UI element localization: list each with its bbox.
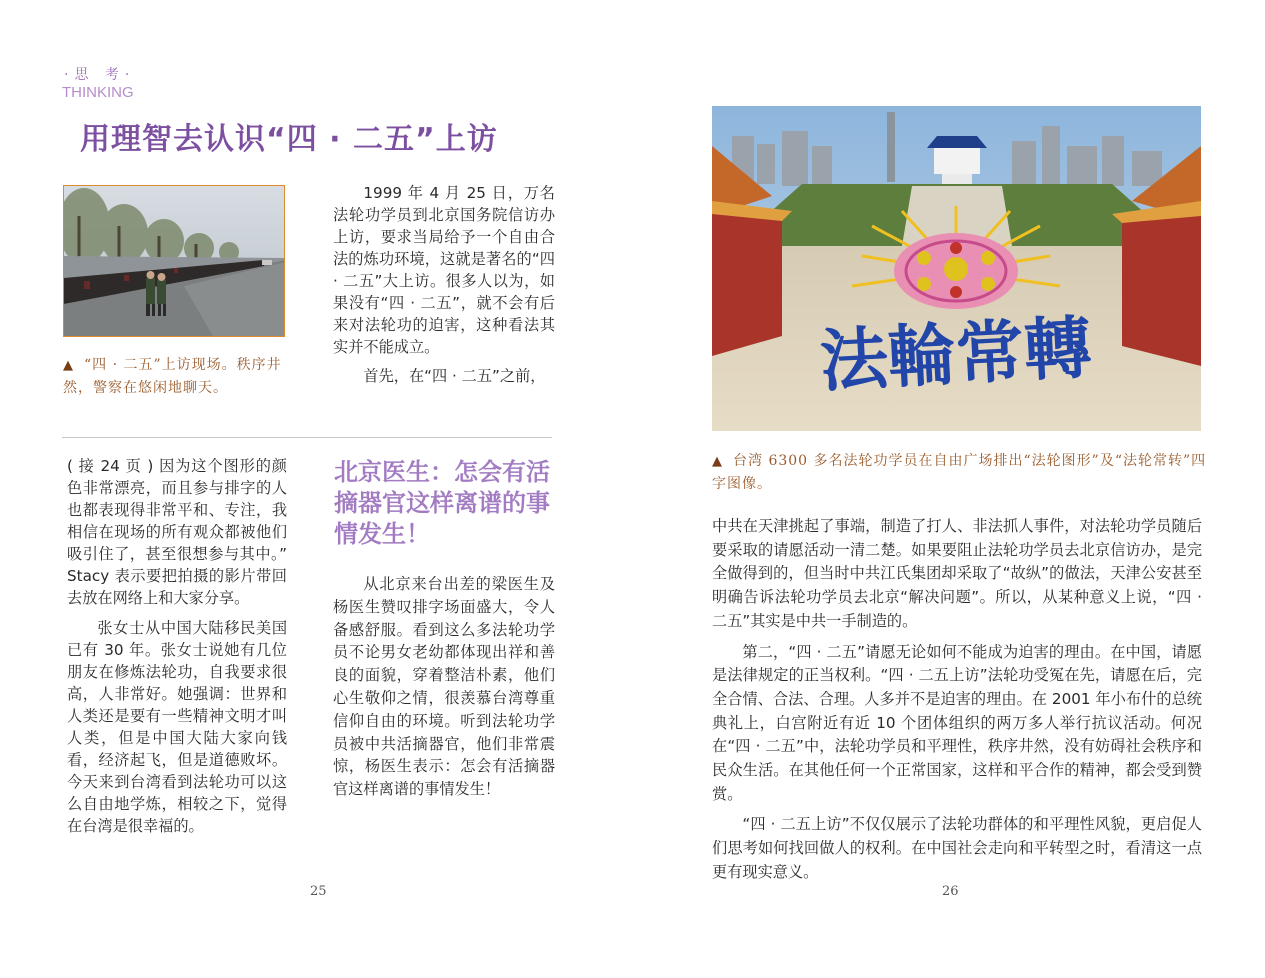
section-label-cn: ·思 考· (64, 67, 136, 83)
continued-paragraph-2: 张女士从中国大陆移民美国已有 30 年。张女士说她有几位朋友在修炼法轮功，自我要求很高，人非常好。她强调：世界和人类还是要有一些精神文明才叫人类，但是中国大陆大家向钱看，经济起飞，但是道德败坏。今天来到台湾看到法轮功可以这么自由地学炼，相较之下，觉得在台湾是很幸福的。 (67, 619, 287, 835)
right-paragraph-2: 第二，“四 · 二五”请愿无论如何不能成为迫害的理由。在中国，请愿是法律规定的正当权利。“四 · 二五上访”法轮功受冤在先，请愿在后，完全合情、合法、合理。人多并不是迫害的理由。在 2001 年小布什的总统典礼上，白宫附近有近 10 个团体组织的两万多人举行抗议活动。何况在“四 · 二五”中，法轮功学员和平理性，秩序井然，没有妨碍社会秩序和民众生活。在其他任何一个正常国家，这样和平合作的精神，都会受到赞赏。 (712, 642, 1202, 803)
continued-article (67, 455, 287, 837)
article-title: 用理智去认识“四 · 二五”上访 (80, 122, 498, 157)
triangle-marker-icon: ▲ (63, 358, 74, 373)
liberty-square-photo (712, 106, 1201, 431)
page-number-left: 25 (310, 884, 327, 899)
right-paragraph-1: 中共在天津挑起了事端，制造了打人、非法抓人事件，对法轮功学员随后要采取的请愿活动一清二楚。如果要阻止法轮功学员去北京信访办，是完全做得到的，但当时中共江氏集团却采取了“故纵”的做法，天津公安甚至明确告诉法轮功学员去北京“解决问题”。所以，从某种意义上说，“四 · 二五”其实是中共一手制造的。 (712, 517, 1202, 630)
section-label-en: THINKING (62, 84, 134, 101)
right-paragraph-3: “四 · 二五上访”不仅仅展示了法轮功群体的和平理性风貌，更启促人们思考如何找回做人的权利。在中国社会走向和平转型之时，看清这一点更有现实意义。 (712, 815, 1202, 881)
intro-text (333, 182, 555, 387)
sidebar-story-title: 北京医生：怎会有活摘器官这样离谱的事情发生！ (334, 458, 550, 548)
intro-paragraph-1: 1999 年 4 月 25 日，万名法轮功学员到北京国务院信访办上访，要求当局给予一个自由合法的炼功环境，这就是著名的“四 · 二五”大上访。很多人以为，如果没有“四 · 二五”，就不会有后来对法轮功的迫害，这种看法其实并不能成立。 (333, 184, 555, 356)
section-divider (62, 437, 552, 438)
intro-paragraph-2: 首先，在“四 · 二五”之前， (363, 367, 546, 385)
photo1-caption-text: “四 · 二五”上访现场。秩序井然，警察在悠闲地聊天。 (63, 357, 282, 396)
continued-paragraph-1: ( 接 24 页 ) 因为这个图形的颜色非常漂亮，而且参与排字的人也都表现得非常平和、专注，我相信在现场的所有观众都被他们吸引住了，甚至很想参与其中。” Stacy 表示要把拍摄的影片带回去放在网络上和大家分享。 (67, 457, 287, 607)
right-page-article (712, 515, 1202, 885)
page-number-right: 26 (942, 884, 959, 899)
triangle-marker-icon: ▲ (712, 454, 723, 469)
falun-changzhuan-banner-text: 法輪常轉 (818, 308, 1094, 403)
photo1-caption (63, 354, 303, 400)
section-label (62, 66, 152, 102)
sidebar-story-text (333, 573, 555, 801)
petition-scene-photo (63, 185, 285, 337)
photo2-caption-text: 台湾 6300 多名法轮功学员在自由广场排出“法轮图形”及“法轮常转”四字图像。 (712, 453, 1207, 492)
photo2-caption (712, 450, 1207, 496)
sidebar-story-paragraph: 从北京来台出差的梁医生及杨医生赞叹排字场面盛大，令人备感舒服。看到这么多法轮功学员不论男女老幼都体现出祥和善良的面貌，穿着整洁朴素，他们心生敬仰之情，很羡慕台湾尊重信仰自由的环境。听到法轮功学员被中共活摘器官，他们非常震惊，杨医生表示：怎会有活摘器官这样离谱的事情发生！ (333, 575, 555, 799)
